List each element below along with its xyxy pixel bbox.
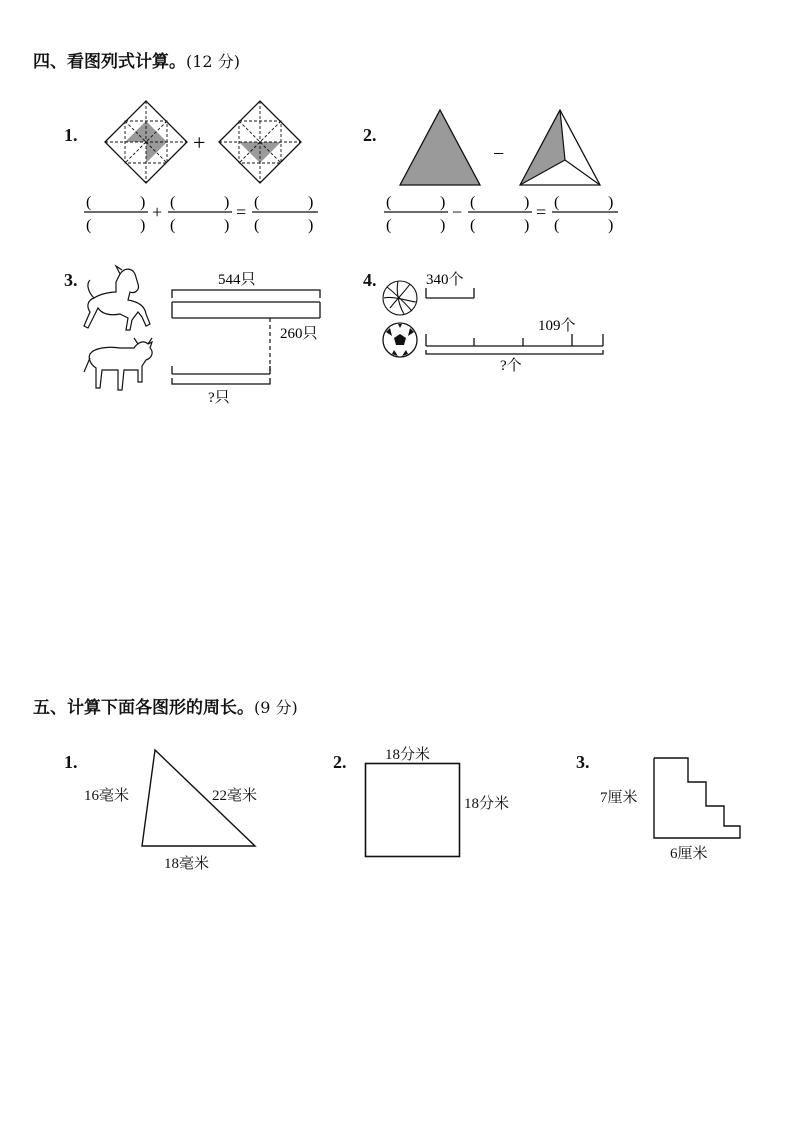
q4-2-figure — [395, 105, 610, 190]
svg-text:): ) — [308, 217, 314, 234]
fraction-blank-1[interactable] — [84, 194, 148, 234]
full-triangle — [400, 110, 480, 185]
partial-triangle — [520, 110, 600, 185]
q5-2-right-label: 18分米 — [464, 796, 510, 812]
q5-1-bottom-label: 18毫米 — [164, 856, 210, 872]
section4-points: (12 分) — [186, 52, 240, 71]
q4-1-number: 1. — [64, 125, 78, 145]
q4-4-unknown-label: ?个 — [500, 358, 522, 374]
q4-4-figure — [378, 262, 628, 382]
svg-text:): ) — [224, 194, 230, 211]
svg-text:): ) — [524, 194, 530, 211]
fraction-blank-1[interactable] — [384, 194, 448, 234]
q4-2-number: 2. — [363, 125, 377, 145]
svg-text:(: ( — [86, 194, 92, 211]
basketball-icon — [383, 281, 417, 315]
svg-text:+: + — [152, 202, 163, 222]
diamond-right — [219, 101, 301, 183]
q5-3-left-label: 7厘米 — [600, 790, 638, 806]
fraction-blank-2[interactable] — [168, 194, 232, 234]
q4-4-basketball-label: 340个 — [426, 272, 464, 288]
horse-brace — [172, 290, 320, 318]
svg-text:): ) — [524, 217, 530, 234]
svg-text:): ) — [308, 194, 314, 211]
fraction-blank-3[interactable] — [552, 194, 618, 234]
q4-3-total-label: 544只 — [218, 272, 256, 288]
svg-text:(: ( — [554, 217, 560, 234]
q4-4-extra-label: 109个 — [538, 318, 576, 334]
svg-text:(: ( — [254, 194, 260, 211]
svg-text:): ) — [224, 217, 230, 234]
q4-3-figure — [80, 262, 340, 407]
section5-title — [33, 693, 298, 718]
svg-text:−: − — [452, 202, 463, 222]
section5-title-text: 五、计算下面各图形的周长。 — [33, 698, 254, 718]
fraction-blank-3[interactable] — [252, 194, 318, 234]
q4-1-figure — [100, 100, 310, 190]
soccer-bar — [426, 334, 603, 354]
q4-3-number: 3. — [64, 270, 78, 290]
svg-text:): ) — [608, 194, 614, 211]
q4-2-fraction-blanks[interactable] — [382, 190, 627, 236]
svg-text:(: ( — [170, 217, 176, 234]
svg-text:): ) — [440, 194, 446, 211]
section5-points: (9 分) — [254, 698, 298, 717]
soccer-ball-icon — [383, 323, 417, 357]
svg-text:(: ( — [470, 217, 476, 234]
svg-text:=: = — [536, 202, 547, 222]
svg-text:(: ( — [386, 194, 392, 211]
svg-text:): ) — [140, 194, 146, 211]
svg-text:(: ( — [554, 194, 560, 211]
svg-text:(: ( — [470, 194, 476, 211]
svg-text:=: = — [236, 202, 247, 222]
q5-1-left-label: 16毫米 — [84, 788, 130, 804]
section4-title-text: 四、看图列式计算。 — [33, 52, 186, 72]
q5-2-square — [364, 762, 462, 860]
q5-3-staircase — [652, 756, 744, 840]
q4-3-unknown-label: ?只 — [208, 390, 230, 406]
q4-1-plus: + — [193, 130, 206, 155]
q5-2-number: 2. — [333, 752, 347, 772]
svg-text:(: ( — [86, 217, 92, 234]
svg-text:): ) — [140, 217, 146, 234]
fraction-blank-2[interactable] — [468, 194, 532, 234]
svg-text:): ) — [608, 217, 614, 234]
svg-text:(: ( — [254, 217, 260, 234]
q5-2-top-label: 18分米 — [385, 747, 431, 763]
cow-bar — [172, 366, 270, 384]
cow-icon — [84, 338, 152, 390]
q5-1-right-label: 22毫米 — [212, 788, 258, 804]
q4-3-diff-label: 260只 — [280, 326, 318, 342]
svg-text:): ) — [440, 217, 446, 234]
diamond-left — [105, 101, 187, 183]
basketball-bar — [426, 288, 474, 298]
q5-3-number: 3. — [576, 752, 590, 772]
q4-1-fraction-blanks[interactable] — [82, 190, 327, 236]
q4-4-number: 4. — [363, 270, 377, 290]
svg-text:(: ( — [170, 194, 176, 211]
svg-text:(: ( — [386, 217, 392, 234]
q4-2-minus: − — [493, 143, 505, 165]
q5-3-bottom-label: 6厘米 — [670, 846, 708, 862]
horse-icon — [84, 266, 150, 330]
section4-title — [33, 47, 240, 72]
q5-1-number: 1. — [64, 752, 78, 772]
